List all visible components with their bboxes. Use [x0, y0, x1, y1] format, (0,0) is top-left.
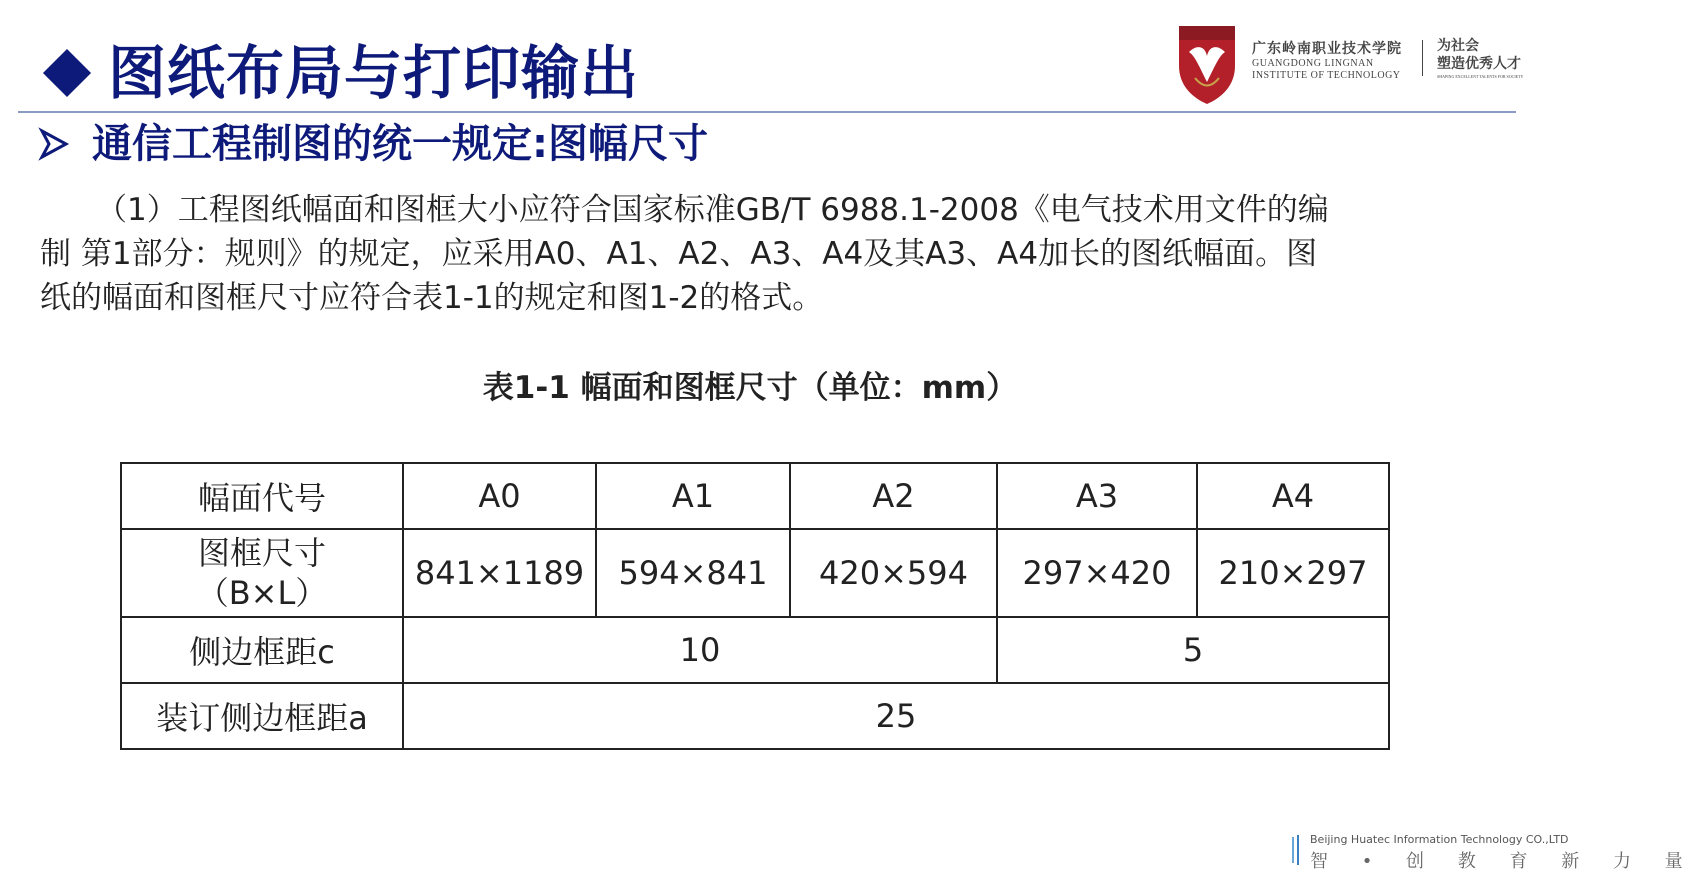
college-name-cn: 广东岭南职业技术学院	[1252, 42, 1402, 57]
binding-margin-row	[121, 683, 1389, 749]
footer-company-en: Beijing Huatec Information Technology CO.,LTD	[1310, 833, 1569, 846]
paragraph-line-2: 制 第1部分：规则》的规定，应采用A0、A1、A2、A3、A4及其A3、A4加长的图纸幅面。图	[40, 236, 1318, 272]
paper-size-table	[120, 462, 1390, 750]
college-name-en-2: INSTITUTE OF TECHNOLOGY	[1252, 70, 1401, 81]
subtitle-row	[40, 118, 708, 170]
title-divider	[18, 111, 1516, 113]
side-margin-label: 侧边框距c	[121, 617, 403, 683]
side-margin-row	[121, 617, 1389, 683]
slogan-en: SHAPING EXCELLENT TALENTS FOR SOCIETY	[1437, 74, 1524, 79]
paragraph-line-3: 纸的幅面和图框尺寸应符合表1-1的规定和图1-2的格式。	[40, 280, 824, 316]
page-title: 图纸布局与打印输出	[108, 39, 640, 107]
frame-size-a1: 594×841	[596, 529, 790, 617]
slogan-line-1: 为社会	[1437, 39, 1479, 54]
header-cell-a4: A4	[1197, 463, 1389, 529]
table-caption: 表1-1 幅面和图框尺寸（单位：mm）	[482, 370, 1018, 406]
paragraph-line-1	[40, 188, 1440, 232]
college-name-en-1: GUANGDONG LINGNAN	[1252, 58, 1374, 69]
header-cell-a0: A0	[403, 463, 596, 529]
header-cell-a1: A1	[596, 463, 790, 529]
logo-separator	[1422, 40, 1423, 76]
arrow-bullet-icon	[40, 127, 68, 161]
diamond-bullet-icon	[43, 49, 91, 97]
college-slogan	[1437, 38, 1523, 80]
frame-size-a0: 841×1189	[403, 529, 596, 617]
header-cell-label: 幅面代号	[121, 463, 403, 529]
header-cell-a3: A3	[997, 463, 1197, 529]
section-subtitle: 通信工程制图的统一规定:图幅尺寸	[92, 121, 708, 167]
body-paragraph	[40, 188, 1440, 320]
binding-margin-label: 装订侧边框距a	[121, 683, 403, 749]
binding-margin-value: 25	[403, 683, 1389, 749]
title-row	[40, 38, 639, 108]
table-header-row	[121, 463, 1389, 529]
side-margin-a3-a4: 5	[997, 617, 1389, 683]
college-name	[1252, 38, 1402, 82]
frame-size-label: 图框尺寸（B×L）	[121, 529, 403, 617]
footer-bars-icon	[1292, 835, 1304, 865]
frame-size-row	[121, 529, 1389, 617]
slogan-line-2: 塑造优秀人才	[1437, 57, 1521, 72]
side-margin-a0-a2: 10	[403, 617, 997, 683]
frame-size-a3: 297×420	[997, 529, 1197, 617]
footer-company-cn: 智 • 创 教 育 新 力 量	[1310, 851, 1697, 872]
frame-size-a2: 420×594	[790, 529, 997, 617]
header-cell-a2: A2	[790, 463, 997, 529]
paragraph-line-1-text: （1）工程图纸幅面和图框大小应符合国家标准GB/T 6988.1-2008《电气技术用文件的编	[96, 192, 1329, 228]
frame-size-a4: 210×297	[1197, 529, 1389, 617]
